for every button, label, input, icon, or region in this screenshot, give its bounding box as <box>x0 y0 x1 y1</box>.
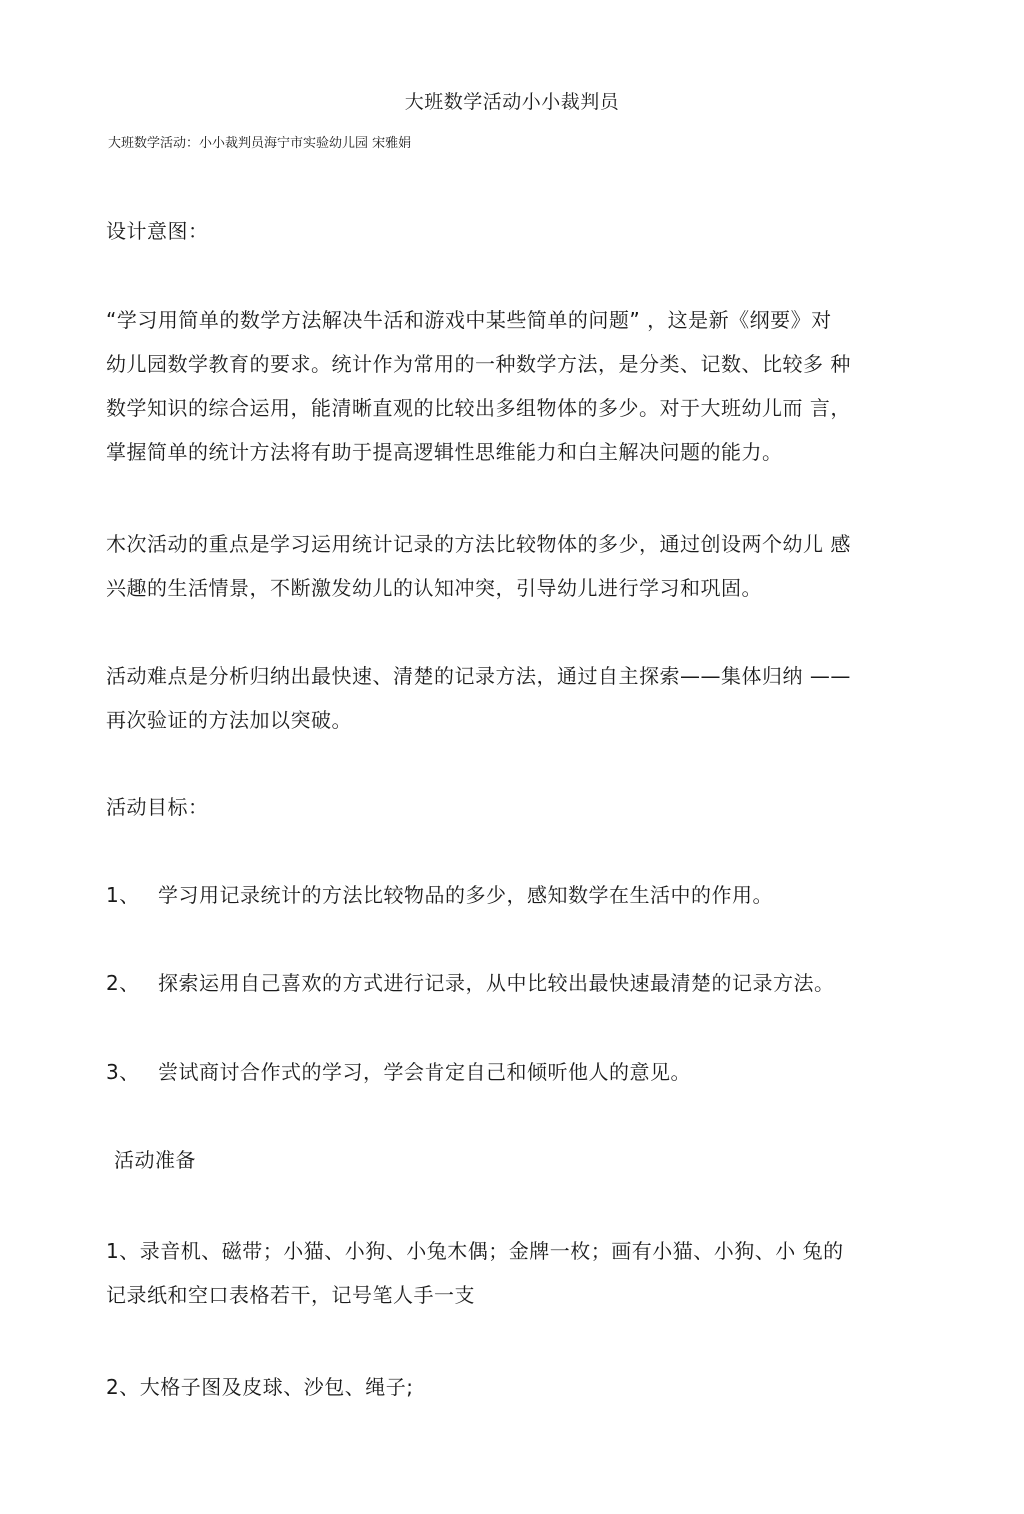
goal-number: 2、 <box>106 971 140 995</box>
document-subtitle: 大班数学活动：小小裁判员海宁市实验幼儿园 宋雅娟 <box>108 136 412 151</box>
paragraph-line: 活动难点是分析归纳出最快速、清楚的记录方法，通过自主探索——集体归纳 —— <box>106 664 851 688</box>
goal-text: 尝试商讨合作式的学习，学会肯定自己和倾听他人的意见。 <box>158 1060 691 1084</box>
goal-item <box>106 1057 691 1087</box>
paragraph-line: 记录纸和空口表格若干，记号笔人手一支 <box>106 1283 475 1307</box>
design-intent-paragraph-2 <box>106 522 921 610</box>
prep-item-1 <box>106 1229 921 1317</box>
design-intent-paragraph-1 <box>106 298 921 474</box>
goal-text: 探索运用自己喜欢的方式进行记录，从中比较出最快速最清楚的记录方法。 <box>158 971 835 995</box>
paragraph-line: 木次活动的重点是学习运用统计记录的方法比较物体的多少，通过创设两个幼儿 感 <box>106 532 851 556</box>
paragraph-line: 掌握简单的统计方法将有助于提高逻辑性思维能力和白主解决问题的能力。 <box>106 440 783 464</box>
goal-number: 1、 <box>106 883 140 907</box>
prep-item-2: 2、大格子图及皮球、沙包、绳子; <box>106 1375 414 1399</box>
goal-text: 学习用记录统计的方法比较物品的多少，感知数学在生活中的作用。 <box>158 883 773 907</box>
goal-item <box>106 880 773 910</box>
paragraph-line: 数学知识的综合运用，能清晰直观的比较出多组物体的多少。对于大班幼儿而 言， <box>106 396 851 420</box>
paragraph-line: 再次验证的方法加以突破。 <box>106 708 352 732</box>
paragraph-line: 幼儿园数学教育的要求。统计作为常用的一种数学方法，是分类、记数、比较多 种 <box>106 352 851 376</box>
goal-item <box>106 968 835 998</box>
paragraph-line: “学习用简单的数学方法解决牛活和游戏中某些简单的问题” ，这是新《纲要》对 <box>106 308 832 332</box>
paragraph-line: 兴趣的生活情景，不断激发幼儿的认知冲突，引导幼儿进行学习和巩固。 <box>106 576 762 600</box>
design-intent-heading: 设计意图： <box>106 219 209 243</box>
goals-heading: 活动目标： <box>106 795 209 819</box>
document-title: 大班数学活动小小裁判员 <box>404 91 620 113</box>
design-intent-paragraph-3 <box>106 654 921 742</box>
prep-heading: 活动准备 <box>114 1148 196 1172</box>
goal-number: 3、 <box>106 1060 140 1084</box>
paragraph-line: 1、录音机、磁带；小猫、小狗、小兔木偶；金牌一枚；画有小猫、小狗、小 兔的 <box>106 1239 844 1263</box>
